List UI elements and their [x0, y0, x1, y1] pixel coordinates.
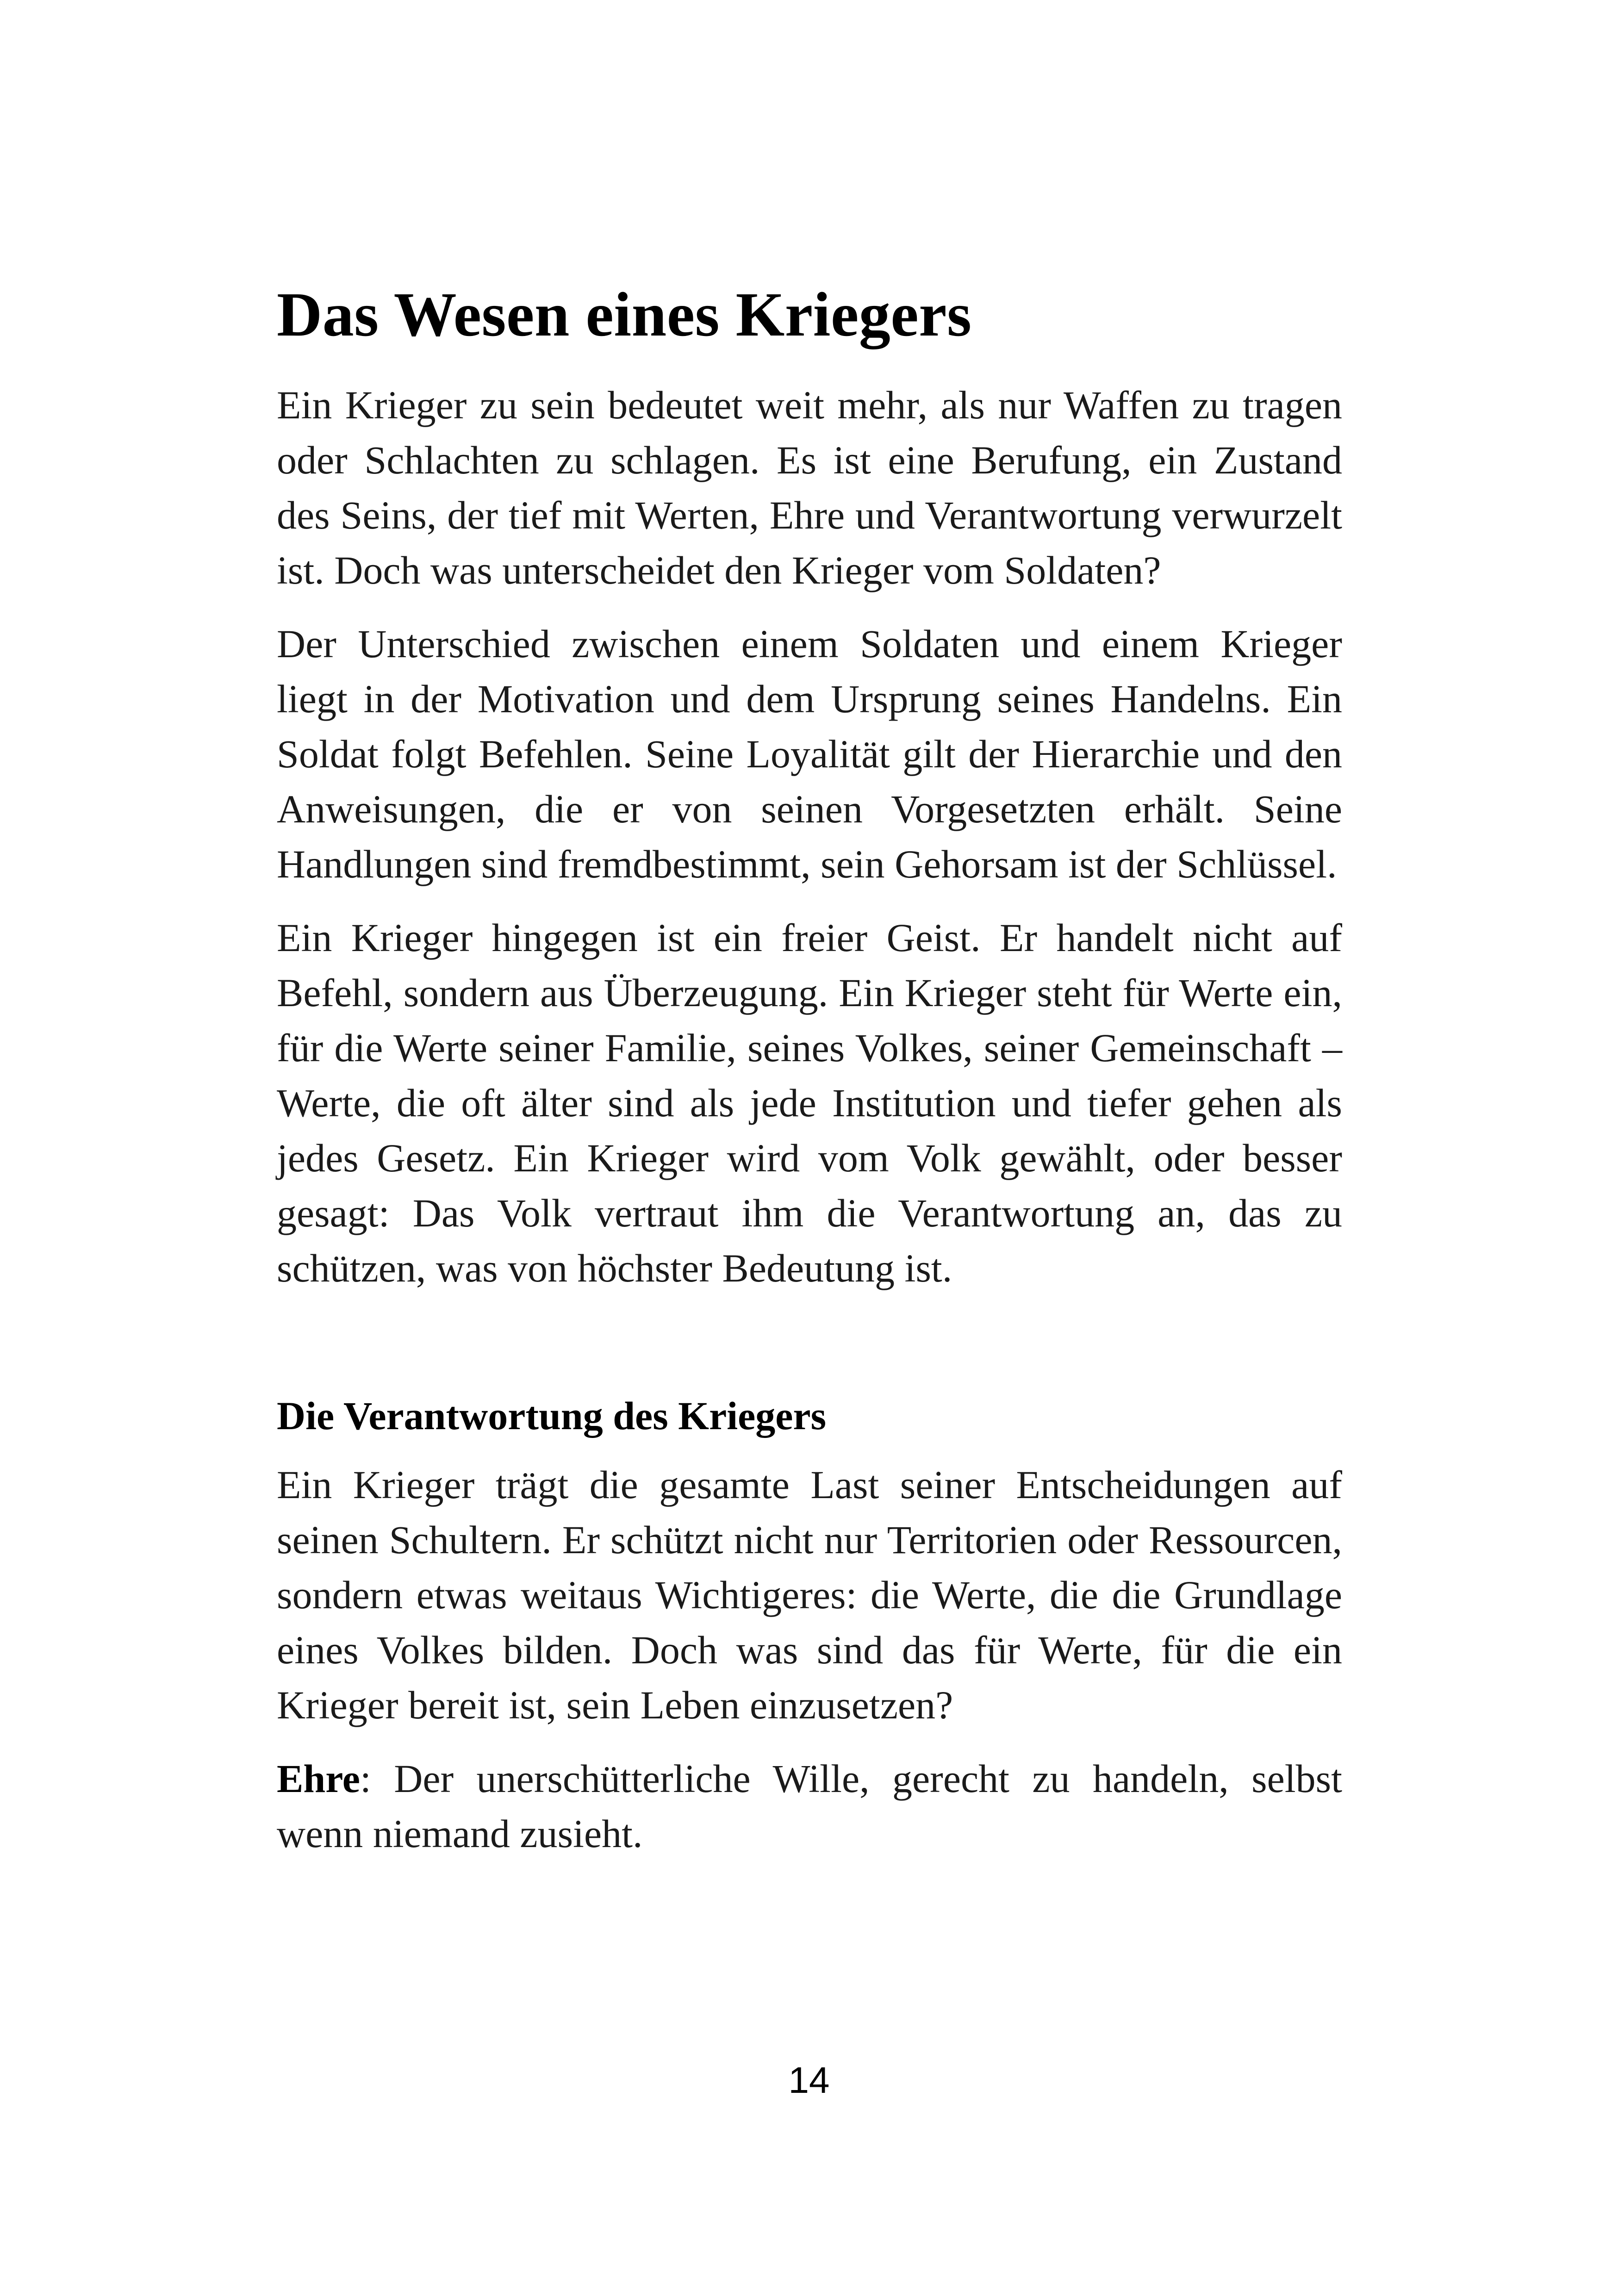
page-content: [277, 278, 1342, 1861]
chapter-paragraph-2: Der Unterschied zwischen einem Soldaten und einem Krieger liegt in der Motivation und dem Ursprung seines Handelns. Ein Soldat folgt Befehlen. Seine Loyalität gilt der Hierarchie und den Anweisungen, die er von seinen Vorgesetzten erhält. Seine Handlungen sind fremdbestimmt, sein Gehorsam ist der Schlüssel.: [277, 622, 1342, 886]
section-paragraph: Ein Krieger trägt die gesamte Last seiner Entscheidungen auf seinen Schultern. Er schützt nicht nur Territorien oder Ressourcen, sondern etwas weitaus Wichtigeres: die Werte, die die Grundlage eines Volkes bilden. Doch was sind das für Werte, für die ein Krieger bereit ist, sein Leben einzusetzen?: [277, 1462, 1342, 1727]
definition-term: Ehre: [277, 1756, 360, 1801]
definition-honor: [277, 1751, 1342, 1861]
chapter-paragraph-1: Ein Krieger zu sein bedeutet weit mehr, als nur Waffen zu tragen oder Schlachten zu schlagen. Es ist eine Berufung, ein Zustand des Seins, der tief mit Werten, Ehre und Verantwortung verwurzelt ist. Doch was unterscheidet den Krieger vom Soldaten?: [277, 383, 1342, 592]
definition-text: : Der unerschütterliche Wille, gerecht zu handeln, selbst wenn niemand zusieht.: [277, 1756, 1342, 1856]
page-number: 14: [788, 2060, 830, 2101]
chapter-paragraph-3: Ein Krieger hingegen ist ein freier Geist. Er handelt nicht auf Befehl, sondern aus Überzeugung. Ein Krieger steht für Werte ein, für die Werte seiner Familie, seines Volkes, seiner Gemeinschaft – Werte, die oft älter sind als jede Institution und tiefer gehen als jedes Gesetz. Ein Krieger wird vom Volk gewählt, oder besser gesagt: Das Volk vertraut ihm die Verantwortung an, das zu schützen, was von höchster Bedeutung ist.: [277, 915, 1342, 1290]
chapter-title: Das Wesen eines Kriegers: [277, 280, 972, 349]
section-title: Die Verantwortung des Kriegers: [277, 1394, 827, 1438]
